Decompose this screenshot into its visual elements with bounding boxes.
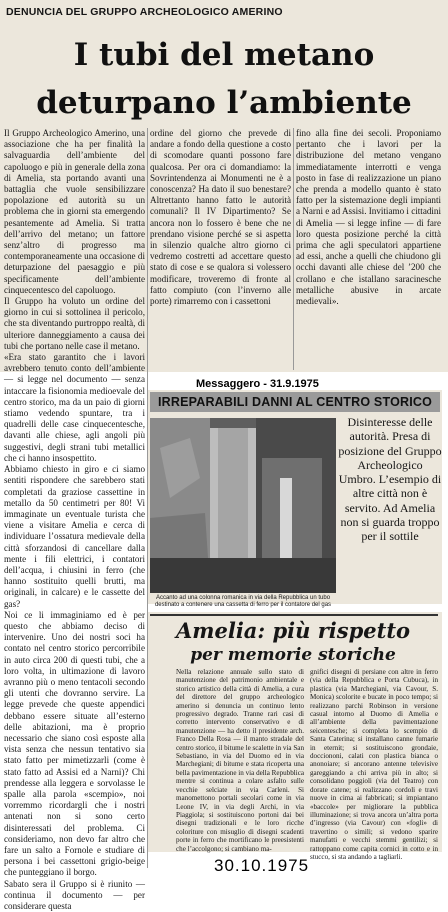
date-stamp: 30.10.1975: [214, 856, 310, 875]
street-photo: [150, 418, 336, 593]
headline: IRREPARABILI DANNI AL CENTRO STORICO: [157, 395, 433, 409]
headline-line-1: Amelia: più rispetto: [175, 618, 411, 643]
article-column-2: gnifici disegni di persiane con altre in ferro (via della Repubblica e Porta Cubuca), in plastica (via Marchegiani, via Cavour, S. Monica) scolorite e bucate in poco tempo; si realizzano parchi Robinson in versione casual intorno al Duomo di Amelia e all’ambiente della pavimentazione seicentesche; si completa lo scempio di Santa Caterina; si installano canne fumarie in eternit; si sostituiscono grondaie, docciononi, calati con plastica bianca o anonoiare; si ancorano antenne televisive gareggiando a chi arriva più in alto; si consolidano poggioli (via del Teatro) con dorate catene; si realizzano cordoli e travi nuove in cima ai fabbricati; si impiantano «baccole» per migliorare la pubblica illuminazione; si trova ancora un’altra porta d’ingresso (via Cavour) con «fogli» di travertino o simili; si vedono sparire manufatti e vecchi stemmi gentilizi; si rattoppano come capita cornici in cotto e in stucco, si sta andando a tagliarli.: [310, 668, 438, 861]
street-photo-image: [150, 418, 336, 593]
headline-line-1: I tubi del metano: [73, 37, 375, 73]
kicker: DENUNCIA DEL GRUPPO ARCHEOLOGICO AMERINO: [6, 6, 283, 18]
column-rule: [293, 128, 294, 370]
headline-line-2: per memorie storiche: [190, 645, 396, 665]
article-column-1: Nella relazione annuale sullo stato di manutenzione del patrimonio ambientale e storico artistico della città di Amelia, a cura del direttore del gruppo archeologico amerino si denuncia un continuo lento progressivo degrado. Tranne rari casi di corretto intervento conservativo e di manutenzione — ha detto il presidente arch. Franco Della Rosa — il manto stradale del centro storico, il bitume le scalette in via San Sebastiano, in via del Duomo ed in via Marchegiani; di bitume e stata ricoperta una bella pavimentazione in via della Repubblica mentre si continua a colare asfalto sulle vecchie selciate in via Carleni. Si manomettono portali secolari come in via Leone IV, in via degli Archi, in via Piaggiola; si sostituiscono portoni dai bei disegni tradizionali e le loro ricche coloriture con misuglio di disegni scadenti porte in ferro che mortificano le preesistenti che l’accolgono; si cambiano ma-: [176, 668, 304, 853]
source-stamp: Messaggero - 31.9.1975: [196, 378, 319, 390]
article-column-1: Il Gruppo Archeologico Amerino, una associazione che ha per finalità la salvaguardia dell’ambiente del capoluogo e più in generale della zona di Amelia, sta portando avanti una battaglia che vuole sensibilizzare popolazione ed autorità su un problema che in giorni sta emergendo pesantemente ad Amelia. Si tratta dell’arrivo del metano; un fattore senz’altro di progresso ma contemporaneamente una occasione di deturpazione del paesaggio e più specificamente dell’ambiente cinquecentesco del capoluogo. Il Gruppo ha voluto un ordine del giorno in cui si sottolinea il pericolo, che sta diventando purtroppo realtà, di ulteriore danneggiamento a causa dei tubi che portano nelle case il metano. «Era stato garantito che i lavori avrebbero tenuto conto dell’ambiente — si legge nel documento — senza intaccare la fisionomia medioevale del centro storico, ma da un paio di giorni stiamo vedendo spuntare, tra i quadrelli delle case cinquecentesche, davanti alle chiese, agli angoli più suggestivi, degli strani tubi metallici che ci hanno insospettito. Abbiamo chiesto in giro e ci siamo sentiti rispondere che sarebbero stati completati da graziose cassettine in metallo da 50 centimetri per 80! Vi immaginate un eventuale turista che viene a visitare Amelia e cerca di individuare l’ossatura medievale della città sforzandosi di cancellare dalla mente i fili elettrici, i contatori dell’acqua, i chiusini in ferro (che hanno sostituito quelli brutti, ma originali, in calcare) e le cassette del gas? Noi ce li immaginiamo ed è per questo che abbiamo deciso di intervenire. Uno dei nostri soci ha contato nel centro storico percorribile in auto circa 200 di questi tubi, che a loro volta, in ultimazione di lavoro avranno più o meno tentacoli secondo gli utenti che dovranno servire. La legge prevede che queste appendici debbano essere situate all’esterno delle abitazioni, ma è proprio necessario che siano così esposte alla vista senza che nessun tentativo sia stato fatto per mimetizzarli (come è stato fatto ad Assisi ed a Narni)? Chi prendesse alla leggera e sorvolasse le spalle alla parola «scempio», noi vorremmo ricordargli che i nostri antenati non si sono certo disinteressati del problema. Ci consideriamo, non devo far altro che fare un salto a Fornole e studiare di persona i bei cassettoni grigio-beige che punteggiano il borgo. Sabato sera il Gruppo si è riunito — continua il documento — per considerare questa: [4, 128, 145, 912]
article-column-3: fino alla fine dei secoli. Proponiamo pertanto che i lavori per la distribuzione del metano vengano immediatamente interrotti e venga posto in fase di realizzazione un piano che prenda a modello quanto è stato fatto per la sistemazione degli impianti a Narni e ad Assisi. Invitiamo i cittadini di Amelia — si legge infine — di fare loro questa posizione perché la città prima che agli speculatori appartiene ad essi, anche a quelli che chiudono gli occhi davanti alle chiese del ’200 che crollano e che istallano saracinesche metalliche abusive in arcate medievali».: [296, 128, 441, 307]
photo-caption: Accanto ad una colonna romanica in via della Repubblica un tubo destinato a contenere una cassetta di ferro per il contatore del gas: [154, 595, 332, 608]
headline-line-2: deturpano l’ambiente: [36, 85, 412, 121]
sidebar-summary: Disinteresse delle autorità. Presa di posizione del Gruppo Archeologico Umbro. L’esempio di altre città non è servito. Ad Amelia non si guarda troppo per il sottile: [338, 415, 442, 544]
headline-rule: [150, 614, 438, 616]
article-column-2: ordine del giorno che prevede di andare a fondo della questione a costo di scomodare quanti possono fare qualcosa. Per ora ci domandiamo: la Sovrintendenza ai Monumenti ne è a conoscenza? Ha dato il suo benestare? Altrettanto hanno fatto le autorità comunali? Il IV Dipartimento? Se ancora non lo fossero è bene che ne prendano visione perché se si aspetta in silenzio qualche altro giorno ci vedremo costretti ad accettare questo stato di cose e se qualora si volessero modificare, troveremo di fronte al fatto compiuto (con l’inverno alle porte) rimarremo con i cassettoni: [150, 128, 291, 307]
